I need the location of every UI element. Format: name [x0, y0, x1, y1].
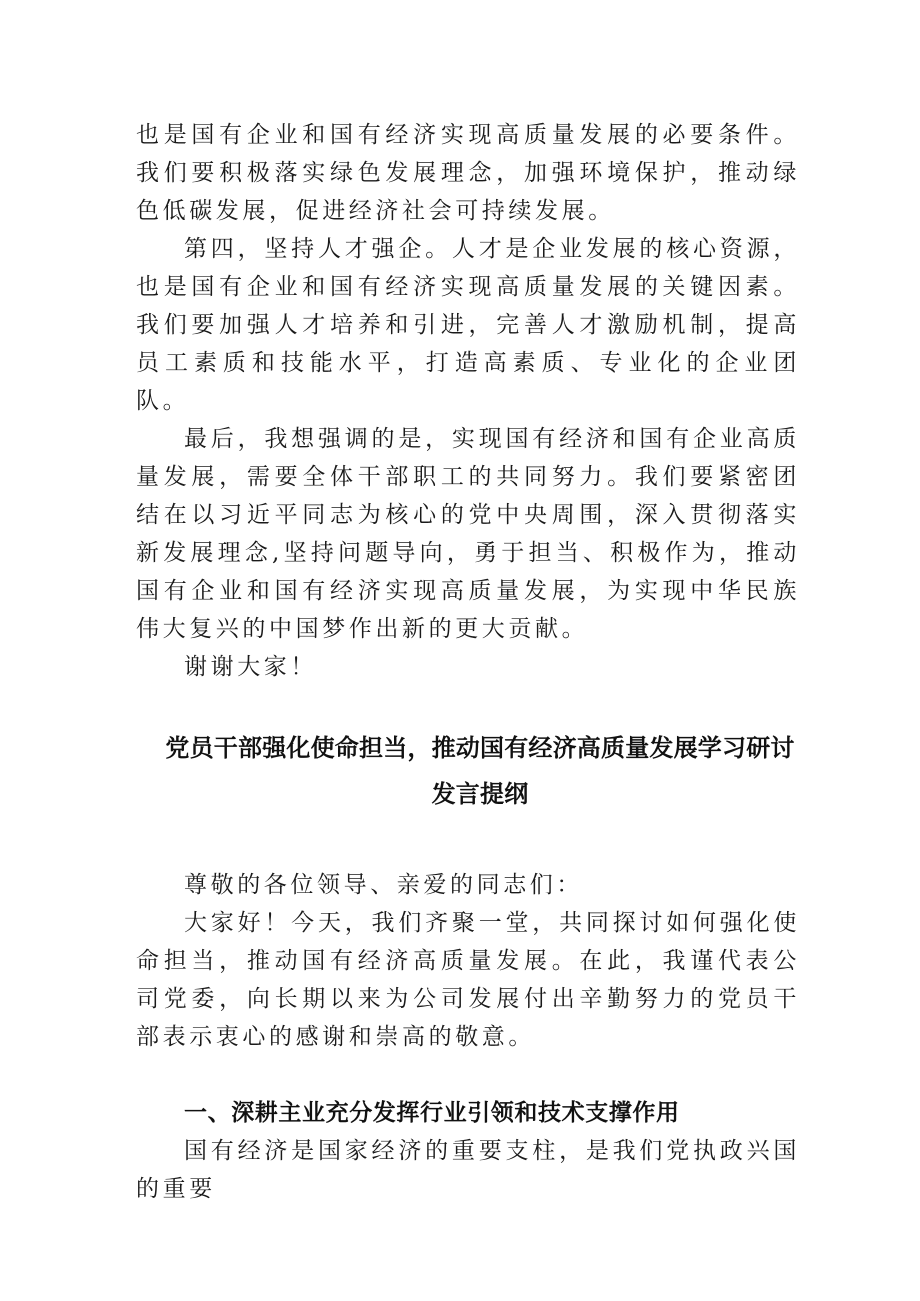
paragraph-thanks: 谢谢大家！: [184, 654, 317, 680]
document-title-line2: 发言提纲: [431, 780, 529, 808]
document-title-line1: 党员干部强化使命担当，推动国有经济高质量发展学习研讨: [165, 734, 795, 762]
salutation: 尊敬的各位领导、亲爱的同志们：: [184, 872, 583, 898]
section-heading-1: 一、深耕主业充分发挥行业引领和技术支撑作用: [184, 1100, 680, 1126]
paragraph-talent: 第四，坚持人才强企。人才是企业发展的核心资源，也是国有企业和国有经济实现高质量发展的关键因素。我们要加强人才培养和引进，完善人才激励机制，提高员工素质和技能水平，打造高素质、专业化的企业团队。: [136, 236, 800, 414]
paragraph-conclusion: 最后，我想强调的是，实现国有经济和国有企业高质量发展，需要全体干部职工的共同努力。我们要紧密团结在以习近平同志为核心的党中央周围，深入贯彻落实新发展理念,坚持问题导向，勇于担当、积极作为，推动国有企业和国有经济实现高质量发展，为实现中华民族伟大复兴的中国梦作出新的更大贡献。: [136, 426, 800, 642]
paragraph-opening: 大家好！今天，我们齐聚一堂，共同探讨如何强化使命担当，推动国有经济高质量发展。在此，我谨代表公司党委，向长期以来为公司发展付出辛勤努力的党员干部表示衷心的感谢和崇高的敬意。: [136, 910, 800, 1050]
paragraph-section-1: 国有经济是国家经济的重要支柱，是我们党执政兴国的重要: [136, 1138, 800, 1202]
continuation-paragraph: 也是国有企业和国有经济实现高质量发展的必要条件。我们要积极落实绿色发展理念，加强环境保护，推动绿色低碳发展，促进经济社会可持续发展。: [136, 122, 800, 224]
